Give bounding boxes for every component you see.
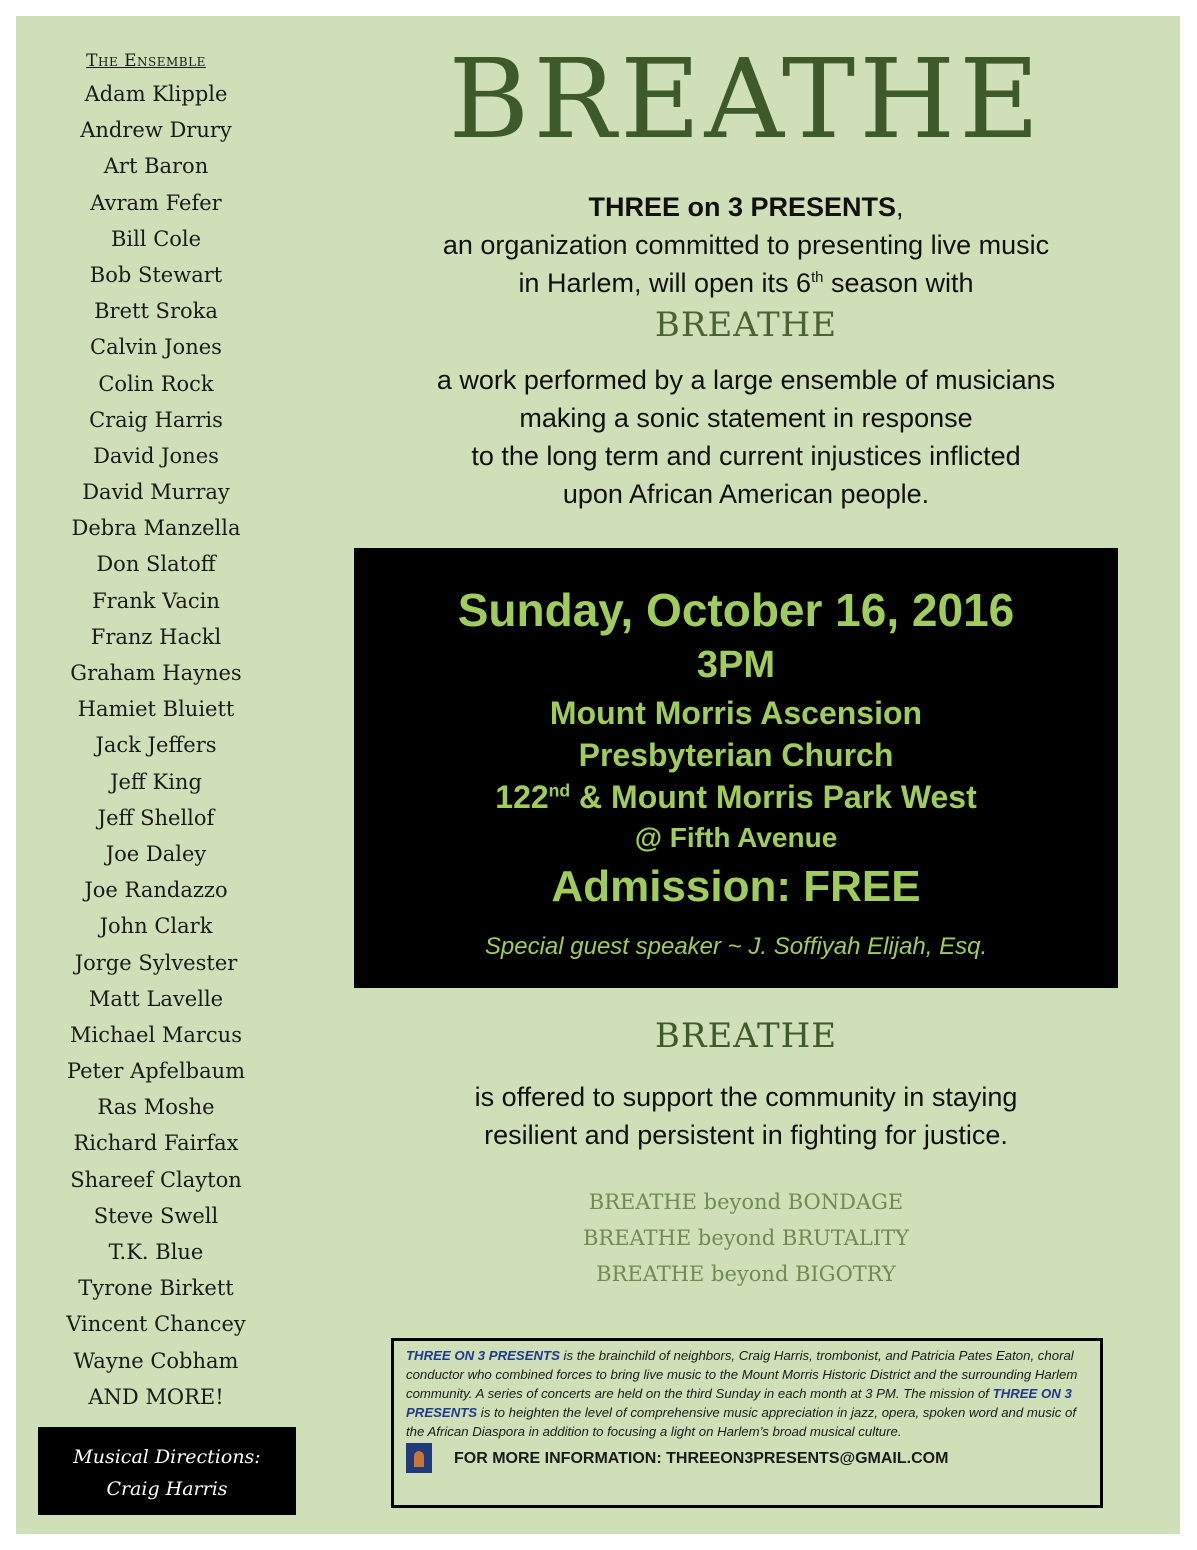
ensemble-member: Don Slatoff [96, 552, 216, 577]
mission-breathe: BREATHE [654, 1016, 838, 1056]
ensemble-member: AND MORE! [88, 1384, 224, 1409]
ensemble-member: Andrew Drury [80, 118, 232, 143]
ensemble-member: Calvin Jones [90, 335, 222, 360]
about-text-1: is the brainchild of neighbors, Craig Harris, trombonist, and Patricia Pates Eaton, choral conductor who combined forces to bring live music to the Mount Morris Historic District and the surrounding Harlem community. A series of concerts are held on the third Sunday in each month at 3 PM. The mission of [406, 1348, 1078, 1401]
beyond-line: BREATHE beyond BRUTALITY [582, 1226, 909, 1250]
ensemble-member: Adam Klipple [84, 82, 228, 106]
ensemble-member: Colin Rock [98, 371, 214, 396]
mission-line: is offered to support the community in staying [474, 1082, 1018, 1112]
info-footer [406, 1443, 1088, 1473]
flyer [16, 16, 1180, 1534]
work-line: a work performed by a large ensemble of musicians [436, 365, 1056, 395]
ensemble-member: Richard Fairfax [73, 1131, 239, 1156]
ensemble-member: Avram Fefer [90, 190, 222, 215]
work-line: upon African American people. [562, 479, 930, 509]
work-description [346, 361, 1146, 513]
ensemble-member: Hamiet Bluiett [77, 697, 235, 722]
ensemble-member: David Jones [93, 443, 219, 468]
intro-line: an organization committed to presenting live music [442, 230, 1050, 260]
ensemble-list [56, 76, 256, 1415]
logo-thumbnail-icon [406, 1443, 432, 1473]
ensemble-member: Jack Jeffers [95, 733, 217, 758]
mission-line: resilient and persistent in fighting for justice. [484, 1120, 1008, 1150]
intro [346, 188, 1146, 348]
event-time: 3PM [696, 644, 776, 686]
ensemble-member: Brett Sroka [94, 299, 218, 324]
ensemble-member: Joe Randazzo [84, 878, 228, 903]
ensemble-member: Craig Harris [89, 407, 223, 432]
ensemble-member: Jeff King [110, 769, 202, 794]
intro-line-season [346, 264, 1146, 302]
ensemble-member: Frank Vacin [92, 588, 220, 613]
ensemble-member: Graham Haynes [70, 661, 242, 685]
admission: Admission: FREE [551, 862, 921, 911]
mission-text [346, 1078, 1146, 1154]
street-number: 122 [495, 779, 549, 815]
ensemble-member: Jorge Sylvester [74, 950, 238, 975]
org-name: THREE ON 3 PRESENTS [406, 1386, 1072, 1420]
beyond-line: BREATHE beyond BONDAGE [588, 1190, 904, 1214]
about-box [391, 1338, 1103, 1508]
ensemble-member: T.K. Blue [108, 1240, 204, 1264]
ensemble-member: Bob Stewart [89, 262, 223, 287]
contact-email[interactable]: FOR MORE INFORMATION: THREEON3PRESENTS@GMAIL.COM [454, 1449, 949, 1467]
ensemble-member: John Clark [99, 914, 213, 939]
street-name: & Mount Morris Park West [570, 779, 977, 815]
page-title: BREATHE [448, 35, 1044, 163]
directions-label: Musical Directions: [73, 1446, 261, 1468]
ensemble-member: Art Baron [103, 154, 209, 179]
intro-breathe: BREATHE [654, 305, 838, 345]
ensemble-member: Michael Marcus [70, 1022, 242, 1047]
beyond-line: BREATHE beyond BIGOTRY [596, 1262, 896, 1286]
beyond-list [346, 1184, 1146, 1292]
season-sup: th [811, 270, 824, 286]
ensemble-member: Bill Cole [110, 226, 202, 251]
ensemble-member: Tyrone Birkett [78, 1276, 234, 1301]
guest-speaker: Special guest speaker ~ J. Soffiyah Elijah, Esq. [484, 933, 988, 960]
musical-directions-box [38, 1427, 296, 1515]
ensemble-title: The Ensemble [86, 51, 206, 71]
ensemble-member: Franz Hackl [90, 624, 222, 649]
ensemble-member: Ras Moshe [97, 1095, 215, 1120]
event-date: Sunday, October 16, 2016 [457, 584, 1015, 636]
org-name: THREE ON 3 PRESENTS [406, 1348, 560, 1363]
ensemble-member: Wayne Cobham [73, 1348, 239, 1373]
event-details-box [354, 548, 1118, 988]
ensemble-member: Matt Lavelle [88, 986, 224, 1011]
about-text [406, 1346, 1088, 1441]
street-sup: nd [548, 780, 571, 801]
ensemble-member: David Murray [82, 480, 230, 505]
ensemble-member: Peter Apfelbaum [66, 1059, 246, 1084]
presenter-comma: , [896, 192, 904, 222]
venue-line-1: Mount Morris Ascension [549, 695, 923, 731]
work-line: making a sonic statement in response [519, 403, 973, 433]
ensemble-member: Debra Manzella [71, 516, 241, 541]
venue-avenue: @ Fifth Avenue [634, 822, 838, 853]
about-text-2: is to heighten the level of comprehensive music appreciation in jazz, opera, spoken word and music of the African Diaspora in addition to focusing a light on Harlem’s broad musical culture. [406, 1405, 1076, 1439]
presenter-name: THREE on 3 PRESENTS [588, 192, 897, 222]
ensemble-member: Shareef Clayton [70, 1167, 242, 1192]
ensemble-column [56, 46, 256, 1415]
ensemble-member: Jeff Shellof [97, 805, 215, 830]
work-line: to the long term and current injustices inflicted [471, 441, 1021, 471]
venue-line-2: Presbyterian Church [578, 737, 894, 773]
directions-name: Craig Harris [106, 1478, 228, 1500]
venue-street [354, 776, 1118, 818]
ensemble-member: Steve Swell [93, 1203, 219, 1228]
ensemble-member: Vincent Chancey [66, 1312, 246, 1337]
ensemble-member: Joe Daley [105, 841, 207, 866]
season-text-b: season with [823, 268, 974, 298]
season-text-a: in Harlem, will open its 6 [518, 268, 812, 298]
